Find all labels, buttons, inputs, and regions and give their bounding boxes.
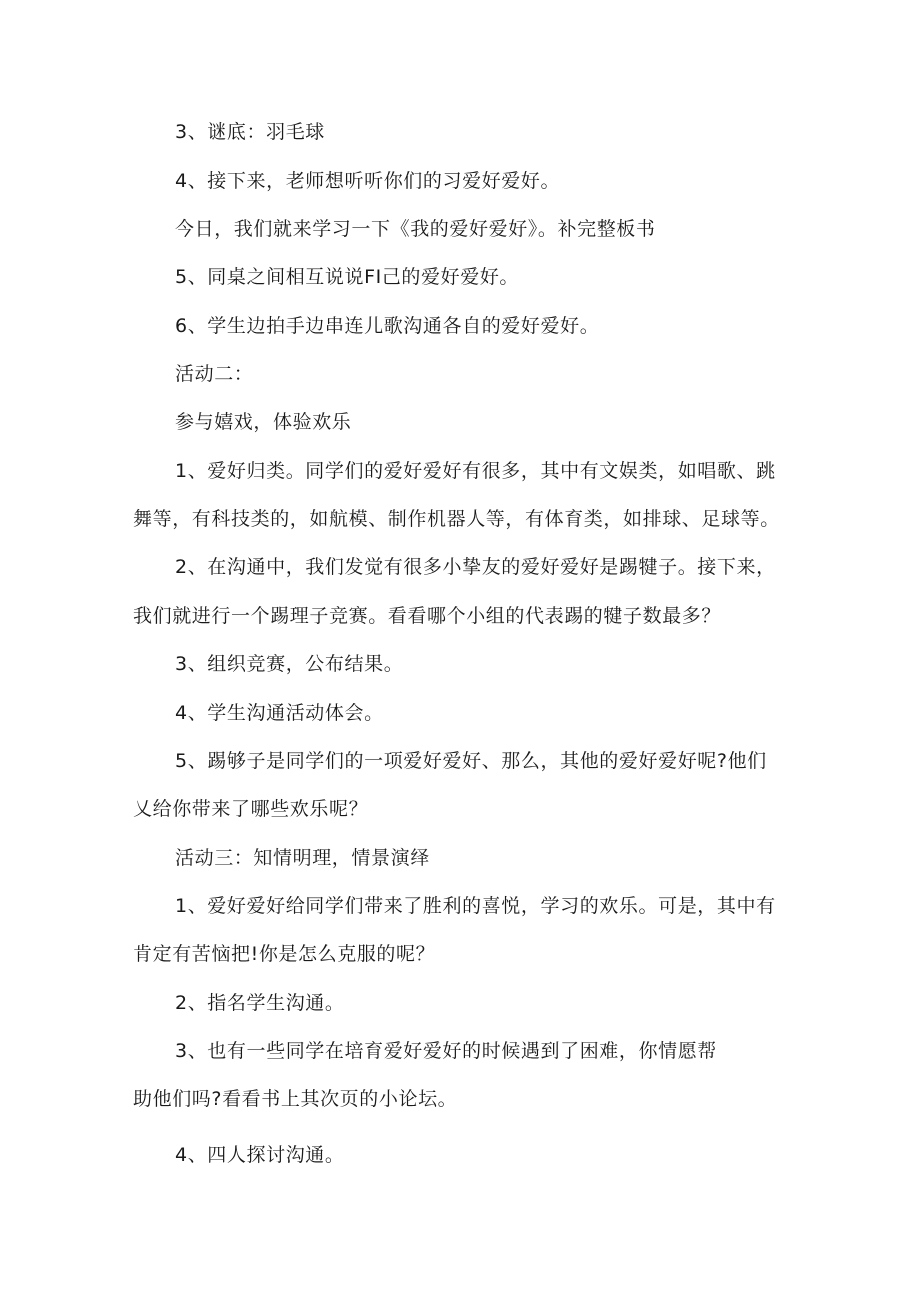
text-line: 乂给你带来了哪些欢乐呢？ <box>133 798 369 820</box>
section-heading: 活动三：知情明理，情景演绎 <box>175 847 430 869</box>
text-line: 肯定有苦恼把!你是怎么克服的呢？ <box>133 943 436 965</box>
section-heading: 活动二： <box>175 363 254 385</box>
section-subheading: 参与嬉戏，体验欢乐 <box>175 411 352 433</box>
text-line: 1、爱好爱好给同学们带来了胜利的喜悦，学习的欢乐。可是，其中有 <box>175 895 776 917</box>
text-line: 4、接下来，老师想听听你们的习爱好爱好。 <box>175 170 561 192</box>
text-line: 4、四人探讨沟通。 <box>175 1144 345 1166</box>
text-line: 5、踢够子是同学们的一项爱好爱好、那么，其他的爱好爱好呢?他们 <box>175 750 767 772</box>
text-line: 3、也有一些同学在培育爱好爱好的时候遇到了困难，你情愿帮 <box>175 1040 717 1062</box>
text-line: 5、同桌之间相互说说FI己的爱好爱好。 <box>175 266 520 288</box>
text-line: 2、指名学生沟通。 <box>175 992 345 1014</box>
text-line: 1、爱好归类。同学们的爱好爱好有很多，其中有文娱类，如唱歌、跳 <box>175 460 776 482</box>
text-line: 助他们吗?看看书上其次页的小论坛。 <box>133 1088 458 1110</box>
text-line: 6、学生边拍手边串连儿歌沟通各自的爱好爱好。 <box>175 315 600 337</box>
text-line: 舞等，有科技类的，如航模、制作机器人等，有体育类，如排球、足球等。 <box>133 508 780 530</box>
text-line: 2、在沟通中，我们发觉有很多小挚友的爱好爱好是踢犍子。接下来， <box>175 556 776 578</box>
text-line: 3、谜底：羽毛球 <box>175 121 325 143</box>
text-line: 4、学生沟通活动体会。 <box>175 702 384 724</box>
text-line: 3、组织竞赛，公布结果。 <box>175 653 404 675</box>
text-line: 今日，我们就来学习一下《我的爱好爱好》。补完整板书 <box>175 218 656 240</box>
text-line: 我们就进行一个踢理子竞赛。看看哪个小组的代表踢的犍子数最多？ <box>133 605 722 627</box>
